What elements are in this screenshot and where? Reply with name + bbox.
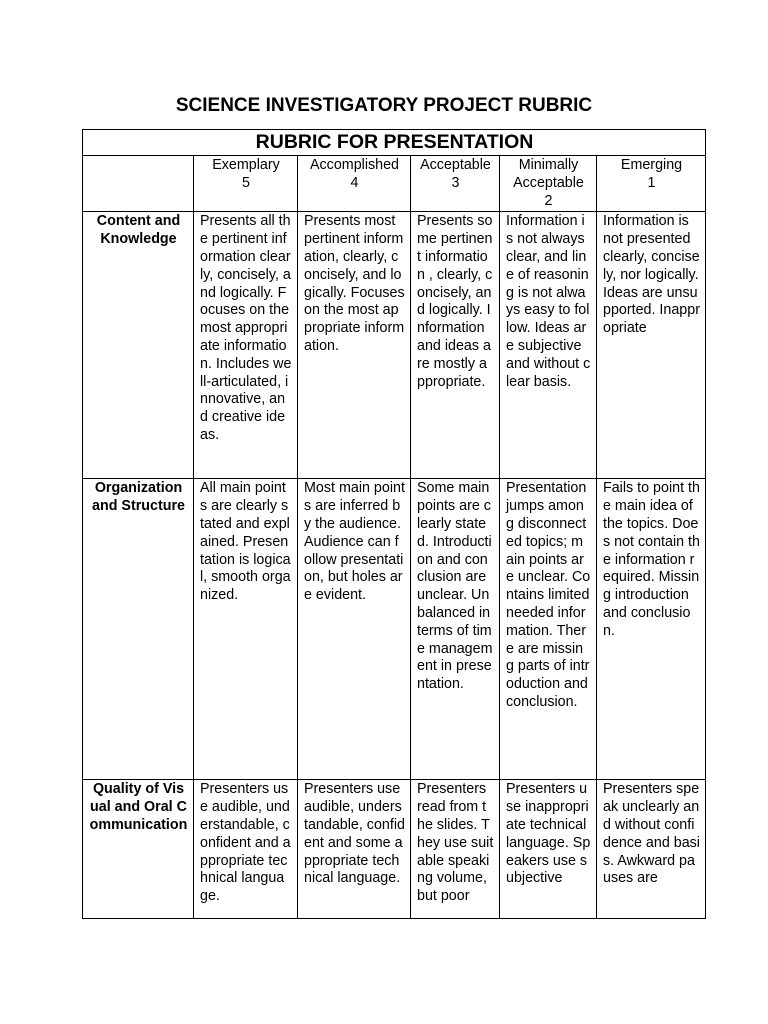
descriptor-cell: Fails to point the main idea of the topics. Does not contain the information required. Missing introduction and conclusion. xyxy=(597,479,706,780)
level-score: 4 xyxy=(350,174,359,191)
level-header xyxy=(194,156,298,212)
descriptor-cell: Presenters speak unclearly and without confidence and basis. Awkward pauses are xyxy=(597,780,706,919)
level-header-row xyxy=(83,156,706,212)
level-name: Minimally Acceptable xyxy=(513,157,584,191)
criterion-label: Content and Knowledge xyxy=(83,212,194,479)
descriptor-cell: Information is not always clear, and line of reasoning is not always easy to follow. Ideas are subjective and without clear basis. xyxy=(500,212,597,479)
criterion-label: Quality of Visual and Oral Communication xyxy=(83,780,194,919)
rubric-row xyxy=(83,780,706,919)
level-score: 5 xyxy=(242,174,250,191)
level-name: Emerging xyxy=(620,157,683,173)
rubric-heading: RUBRIC FOR PRESENTATION xyxy=(83,130,706,156)
level-header xyxy=(500,156,597,212)
level-name: Exemplary xyxy=(212,157,280,173)
descriptor-cell: Most main points are inferred by the audience. Audience can follow presentation, but holes are evident. xyxy=(298,479,411,780)
rubric-table xyxy=(82,129,706,919)
descriptor-cell: Presents some pertinent information , clearly, concisely, and logically. Information and ideas are mostly appropriate. xyxy=(411,212,500,479)
rubric-row xyxy=(83,479,706,780)
descriptor-cell: Presenters use inappropriate technical language. Speakers use subjective xyxy=(500,780,597,919)
criterion-label: Organization and Structure xyxy=(83,479,194,780)
descriptor-cell: Presents most pertinent information, clearly, concisely, and logically. Focuses on the most appropriate information. xyxy=(298,212,411,479)
level-name: Accomplished xyxy=(310,157,399,173)
level-score: 1 xyxy=(647,174,656,191)
descriptor-cell: Presenters use audible, understandable, confident and appropriate technical language. xyxy=(194,780,298,919)
level-header xyxy=(597,156,706,212)
descriptor-cell: All main points are clearly stated and explained. Presentation is logical, smooth organized. xyxy=(194,479,298,780)
criterion-header-cell xyxy=(83,156,194,212)
descriptor-cell: Presents all the pertinent information clearly, concisely, and logically. Focuses on the most appropriate information. Includes well-articulated, innovative, and creative ideas. xyxy=(194,212,298,479)
descriptor-cell: Presenters use audible, understandable, confident and some appropriate technical language. xyxy=(298,780,411,919)
descriptor-cell: Presenters read from the slides. They use suitable speaking volume, but poor xyxy=(411,780,500,919)
descriptor-cell: Some main points are clearly stated. Introduction and conclusion are unclear. Unbalanced in terms of time management in presentation. xyxy=(411,479,500,780)
level-name: Acceptable xyxy=(420,157,491,173)
level-score: 3 xyxy=(451,174,460,191)
descriptor-cell: Presentation jumps among disconnected topics; main points are unclear. Contains limited needed information. There are missing parts of introduction and conclusion. xyxy=(500,479,597,780)
descriptor-cell: Information is not presented clearly, concisely, nor logically. Ideas are unsupported. Inappropriate xyxy=(597,212,706,479)
level-header xyxy=(298,156,411,212)
level-score: 2 xyxy=(544,192,553,209)
rubric-row xyxy=(83,212,706,479)
document-title: SCIENCE INVESTIGATORY PROJECT RUBRIC xyxy=(175,95,593,116)
level-header xyxy=(411,156,500,212)
